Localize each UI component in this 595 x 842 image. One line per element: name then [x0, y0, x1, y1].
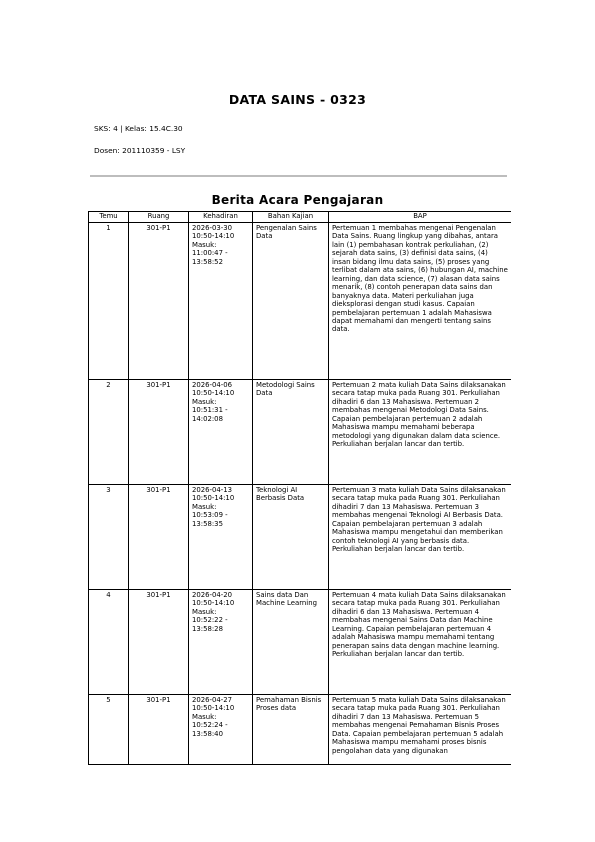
table-row	[89, 380, 512, 485]
temu-cell: 4	[89, 590, 129, 695]
kehadiran-label: Masuk:	[192, 607, 217, 616]
dosen-line: Dosen: 201110359 - LSY	[94, 146, 186, 155]
bap-cell: Pertemuan 4 mata kuliah Data Sains dilaksanakan secara tatap muka pada Ruang 301. Perkuliahan dihadiri 6 dan 13 Mahasiswa. Pertemuan 4 membahas mengenai Sains Data dan Machine Learning. Capaian pembelajaran pertemuan 4 adalah Mahasiswa mampu memahami tentang penerapan sains data dengan machine learning. Perkuliahan berjalan lancar dan tertib.	[329, 590, 512, 695]
bap-cell: Pertemuan 3 mata kuliah Data Sains dilaksanakan secara tatap muka pada Ruang 301. Perkuliahan dihadiri 7 dan 13 Mahasiswa. Pertemuan 3 membahas mengenai Teknologi AI Berbasis Data. Capaian pembelajaran pertemuan 3 adalah Mahasiswa mampu mengetahui dan memberikan contoh teknologi AI yang berbasis data. Perkuliahan berjalan lancar dan tertib.	[329, 485, 512, 590]
kehadiran-cell	[189, 223, 253, 380]
temu-cell: 5	[89, 695, 129, 766]
bap-table-container	[88, 211, 511, 765]
kehadiran-date: 2026-04-20	[192, 591, 233, 599]
sks-kelas-line: SKS: 4 | Kelas: 15.4C.30	[94, 124, 183, 133]
header-temu: Temu	[89, 212, 129, 223]
bahan-kajian-cell: Sains data Dan Machine Learning	[253, 590, 329, 695]
kehadiran-in: 10:52:22 -	[192, 616, 228, 625]
kehadiran-out: 13:58:52	[192, 257, 223, 266]
kehadiran-time: 10:50-14:10	[192, 599, 235, 608]
kehadiran-time: 10:50-14:10	[192, 389, 235, 398]
table-row	[89, 695, 512, 766]
kehadiran-label: Masuk:	[192, 397, 217, 406]
table-row	[89, 485, 512, 590]
bap-cell: Pertemuan 1 membahas mengenai Pengenalan Data Sains. Ruang lingkup yang dibahas, antara lain (1) pembahasan kontrak perkuliahan, (2) sejarah data sains, (3) definisi data sains, (4) insan bidang ilmu data sains, (5) proses yang terlibat dalam ata sains, (6) hubungan AI, machine learning, dan data science, (7) alasan data sains menarik, (8) contoh penerapan data sains dan banyaknya data. Materi perkuliahan juga dieksplorasi dengan studi kasus. Capaian pembelajaran pertemuan 1 adalah Mahasiswa dapat memahami dan mengerti tentang sains data.	[329, 223, 512, 380]
kehadiran-date: 2026-04-27	[192, 696, 233, 704]
table-row	[89, 590, 512, 695]
section-title: Berita Acara Pengajaran	[211, 193, 384, 207]
ruang-cell: 301-P1	[129, 695, 189, 766]
kehadiran-cell	[189, 485, 253, 590]
kehadiran-label: Masuk:	[192, 712, 217, 721]
bap-cell: Pertemuan 5 mata kuliah Data Sains dilaksanakan secara tatap muka pada Ruang 301. Perkuliahan dihadiri 7 dan 13 Mahasiswa. Pertemuan 5 membahas mengenai Pemahaman Bisnis Proses Data. Capaian pembelajaran pertemuan 5 adalah Mahasiswa mampu memahami proses bisnis pengolahan data yang digunakan	[329, 695, 512, 766]
temu-cell: 3	[89, 485, 129, 590]
kehadiran-time: 10:50-14:10	[192, 232, 235, 241]
bap-cell: Pertemuan 2 mata kuliah Data Sains dilaksanakan secara tatap muka pada Ruang 301. Perkuliahan dihadiri 6 dan 13 Mahasiswa. Pertemuan 2 membahas mengenai Metodologi Data Sains. Capaian pembelajaran pertemuan 2 adalah Mahasiswa mampu memahami beberapa metodologi yang digunakan dalam data science. Perkuliahan berjalan lancar dan tertib.	[329, 380, 512, 485]
header-bahan-kajian: Bahan Kajian	[253, 212, 329, 223]
kehadiran-label: Masuk:	[192, 240, 217, 249]
kehadiran-in: 10:53:09 -	[192, 511, 228, 520]
table-header-row	[89, 212, 512, 223]
kehadiran-cell	[189, 590, 253, 695]
bahan-kajian-cell: Metodologi Sains Data	[253, 380, 329, 485]
temu-cell: 2	[89, 380, 129, 485]
table-row	[89, 223, 512, 380]
kehadiran-cell	[189, 695, 253, 766]
ruang-cell: 301-P1	[129, 485, 189, 590]
kehadiran-cell	[189, 380, 253, 485]
kehadiran-in: 11:00:47 -	[192, 249, 228, 258]
kehadiran-out: 13:58:40	[192, 729, 223, 738]
kehadiran-out: 13:58:28	[192, 624, 223, 633]
bahan-kajian-cell: Pemahaman Bisnis Proses data	[253, 695, 329, 766]
kehadiran-in: 10:52:24 -	[192, 721, 228, 730]
header-ruang: Ruang	[129, 212, 189, 223]
bahan-kajian-cell: Teknologi AI Berbasis Data	[253, 485, 329, 590]
temu-cell: 1	[89, 223, 129, 380]
ruang-cell: 301-P1	[129, 380, 189, 485]
ruang-cell: 301-P1	[129, 590, 189, 695]
kehadiran-label: Masuk:	[192, 502, 217, 511]
bahan-kajian-cell: Pengenalan Sains Data	[253, 223, 329, 380]
ruang-cell: 301-P1	[129, 223, 189, 380]
divider	[90, 175, 507, 177]
bap-table	[88, 211, 511, 765]
header-bap: BAP	[329, 212, 512, 223]
kehadiran-out: 13:58:35	[192, 519, 223, 528]
page-title: DATA SAINS - 0323	[228, 92, 367, 107]
kehadiran-time: 10:50-14:10	[192, 704, 235, 713]
kehadiran-date: 2026-04-13	[192, 486, 233, 494]
kehadiran-in: 10:51:31 -	[192, 406, 228, 415]
kehadiran-out: 14:02:08	[192, 414, 223, 423]
kehadiran-time: 10:50-14:10	[192, 494, 235, 503]
kehadiran-date: 2026-04-06	[192, 381, 233, 389]
kehadiran-date: 2026-03-30	[192, 224, 233, 232]
header-kehadiran: Kehadiran	[189, 212, 253, 223]
